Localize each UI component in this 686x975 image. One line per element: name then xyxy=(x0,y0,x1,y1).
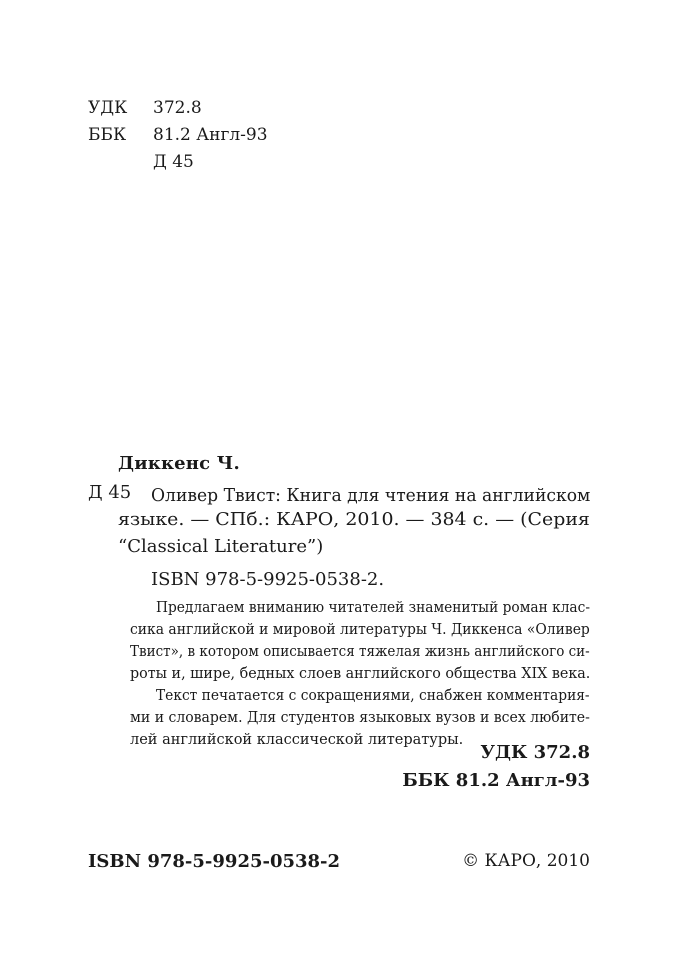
copyright: © КАРО, 2010 xyxy=(462,851,590,871)
annotation-p2-line3: лей английской классической литературы. xyxy=(130,732,464,748)
author-mark: Д 45 xyxy=(153,152,194,172)
annotation-p1-line3: Твист», в котором описывается тяжелая жизнь английского си- xyxy=(130,644,590,660)
author-name: Диккенс Ч. xyxy=(118,453,240,474)
annotation-p2-line1: Текст печатается с сокращениями, снабжен комментария- xyxy=(156,688,590,704)
entry-isbn: ISBN 978-5-9925-0538-2. xyxy=(151,569,385,590)
annotation-p1-line4: роты и, шире, бедных слоев английского общества XIX века. xyxy=(130,666,591,682)
bottom-isbn: ISBN 978-5-9925-0538-2 xyxy=(88,851,341,872)
bbk-label: ББК xyxy=(88,125,127,145)
footer-udk: УДК 372.8 xyxy=(480,742,590,763)
annotation-p1-line2: сика английской и мировой литературы Ч. Диккенса «Оливер xyxy=(130,622,590,638)
udk-label: УДК xyxy=(88,98,128,118)
description-line-2: языке. — СПб.: КАРО, 2010. — 384 с. — (Серия xyxy=(118,509,590,530)
description-line-3: “Classical Literature”) xyxy=(118,536,324,557)
footer-bbk: ББК 81.2 Англ-93 xyxy=(402,770,590,791)
author-code: Д 45 xyxy=(88,482,132,503)
annotation xyxy=(130,597,590,757)
udk-value: 372.8 xyxy=(153,98,202,118)
annotation-p2-line2: ми и словарем. Для студентов языковых вузов и всех любите- xyxy=(130,710,590,726)
bbk-value: 81.2 Англ-93 xyxy=(153,125,268,145)
description-line-1: Оливер Твист: Книга для чтения на английском xyxy=(151,485,591,506)
annotation-p1-line1: Предлагаем вниманию читателей знаменитый роман клас- xyxy=(156,600,590,616)
